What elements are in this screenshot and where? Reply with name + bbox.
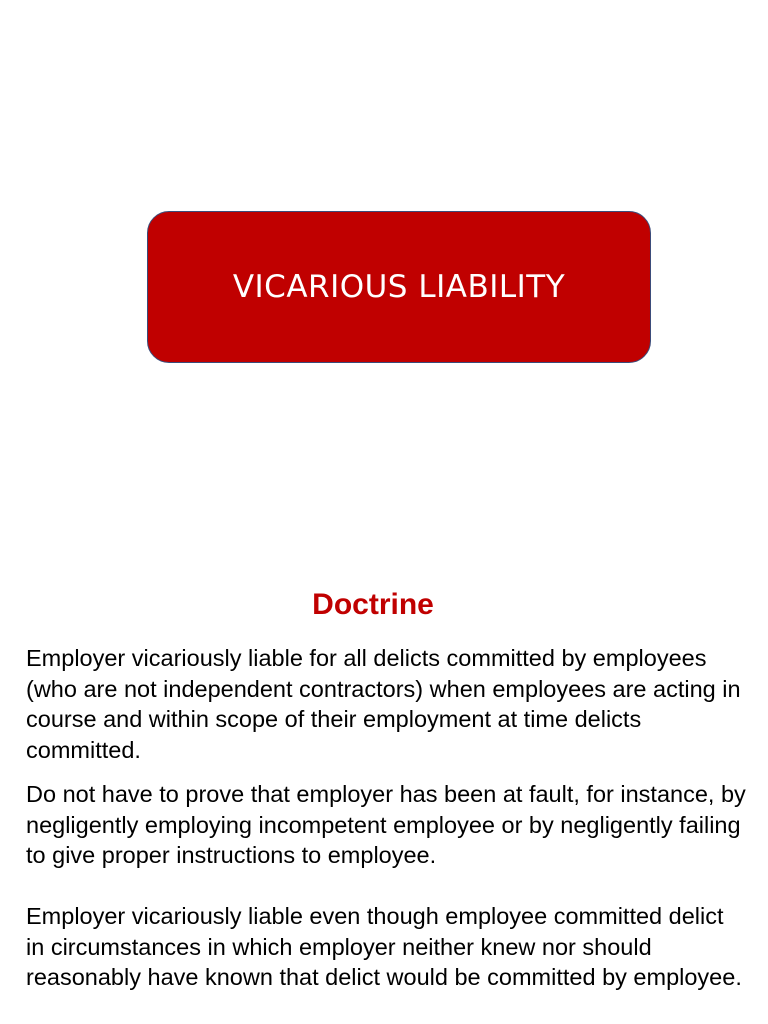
paragraph-3: Employer vicariously liable even though employee committed delict in circumstances in which employer neither knew nor should reasonably have known that delict would be committed by employee.: [26, 903, 742, 990]
slide-title: VICARIOUS LIABILITY: [232, 269, 566, 305]
paragraph-1: Employer vicariously liable for all delicts committed by employees (who are not independent contractors) when employees are acting in course and within scope of their employment at time delicts committed.: [26, 645, 741, 763]
section-heading: Doctrine: [312, 588, 434, 621]
title-box: [147, 211, 651, 363]
paragraph-2: Do not have to prove that employer has been at fault, for instance, by negligently employing incompetent employee or by negligently failing to give proper instructions to employee.: [26, 781, 746, 868]
